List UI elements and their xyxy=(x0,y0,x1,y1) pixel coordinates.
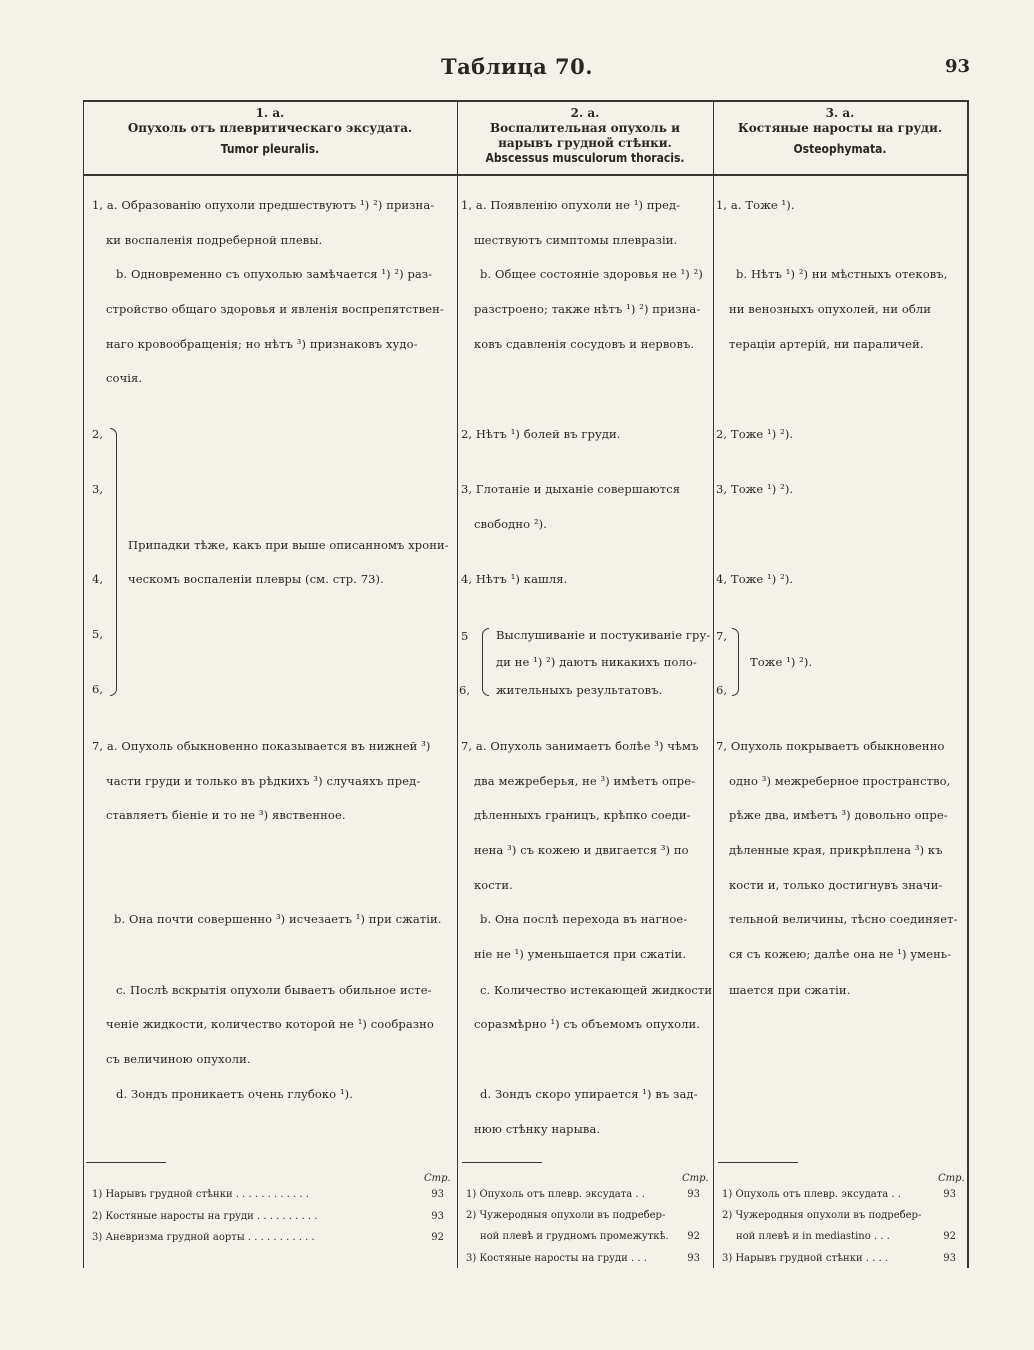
header-number: 2. a. xyxy=(570,106,600,120)
row-number: 6, xyxy=(459,683,471,697)
col3-brace-text: Тоже ¹) ²). xyxy=(750,655,813,669)
page-number: 93 xyxy=(944,56,970,77)
row-number: 5, xyxy=(92,627,104,641)
row-number: 6, xyxy=(92,682,104,696)
col3-line: тельной величины, тѣсно соединяет- xyxy=(729,912,958,926)
footnote-page-header: Стр. xyxy=(424,1173,451,1184)
grouping-brace xyxy=(110,428,117,696)
footnote: 1) Опухоль отъ плевр. эксудата . . xyxy=(722,1189,901,1200)
col3-line: дѣленные края, прикрѣплена ³) къ xyxy=(729,843,943,857)
col1-line: стройство общаго здоровья и явленія воспрепятствен- xyxy=(106,302,444,316)
column-divider xyxy=(83,100,84,1268)
row-number: 5 xyxy=(461,629,469,643)
col1-line: наго кровообращенія; но нѣтъ ³) признаковъ худо- xyxy=(106,337,418,351)
col1-line: d. Зондъ проникаетъ очень глубоко ¹). xyxy=(116,1087,354,1101)
col1-line: c. Послѣ вскрытія опухоли бываетъ обильное исте- xyxy=(116,983,432,997)
footnote-page: 92 xyxy=(943,1231,956,1242)
col2-line: 1, a. Появленію опухоли не ¹) пред- xyxy=(461,198,681,212)
footnote: ной плевѣ и in mediastino . . . xyxy=(736,1231,890,1242)
footnote: ной плевѣ и грудномъ промежуткѣ. xyxy=(480,1231,669,1242)
col2-line: c. Количество истекающей жидкости xyxy=(480,983,713,997)
col1-line: b. Одновременно съ опухолью замѣчается ¹) ²) раз- xyxy=(116,267,433,281)
column-divider xyxy=(713,100,714,1268)
col2-line: нена ³) съ кожею и двигается ³) по xyxy=(474,843,689,857)
col2-line: 3, Глотаніе и дыханіе совершаются xyxy=(461,482,681,496)
col3-line: 4, Тоже ¹) ²). xyxy=(716,572,794,586)
grouping-brace xyxy=(482,628,489,696)
footnote-page: 93 xyxy=(687,1189,700,1200)
footnote: 2) Чужеродныя опухоли въ подребер- xyxy=(722,1210,922,1221)
page-title: Таблица 70. xyxy=(440,54,594,79)
col1-line: b. Она почти совершенно ³) исчезаетъ ¹) при сжатіи. xyxy=(114,912,442,926)
footnote-page: 93 xyxy=(431,1211,444,1222)
row-number: 4, xyxy=(92,572,104,586)
column-header-3 xyxy=(718,106,962,157)
footnote-page: 93 xyxy=(943,1253,956,1264)
col1-line: 7, a. Опухоль обыкновенно показывается въ нижней ³) xyxy=(92,739,431,753)
col3-line: кости и, только достигнувъ значи- xyxy=(729,878,943,892)
col2-brace-text: жительныхъ результатовъ. xyxy=(496,683,663,697)
row-number: 7, xyxy=(716,629,728,643)
grouping-brace xyxy=(732,628,739,696)
col2-line: b. Она послѣ перехода въ нагное- xyxy=(480,912,688,926)
col2-line: ковъ сдавленія сосудовъ и нервовъ. xyxy=(474,337,695,351)
footnote: 1) Опухоль отъ плевр. эксудата . . xyxy=(466,1189,645,1200)
footnote-page: 93 xyxy=(431,1189,444,1200)
row-number: 3, xyxy=(92,482,104,496)
header-latin: Osteophymata. xyxy=(793,142,887,156)
col3-line: рѣже два, имѣетъ ³) довольно опре- xyxy=(729,808,948,822)
col2-line: кости. xyxy=(474,878,513,892)
col2-line: d. Зондъ скоро упирается ¹) въ зад- xyxy=(480,1087,698,1101)
col3-line: тераціи артерій, ни параличей. xyxy=(729,337,924,351)
col3-line: шается при сжатіи. xyxy=(729,983,851,997)
col2-brace-text: ди не ¹) ²) даютъ никакихъ поло- xyxy=(496,655,697,669)
col2-line: 7, a. Опухоль занимаетъ болѣе ³) чѣмъ xyxy=(461,739,699,753)
header-number: 3. a. xyxy=(825,106,855,120)
header-title: Костяные наросты на груди. xyxy=(737,121,943,135)
column-divider xyxy=(967,100,969,1268)
col1-line: ки воспаленія подреберной плевы. xyxy=(106,233,323,247)
column-header-1 xyxy=(90,106,450,157)
footnote-rule xyxy=(86,1162,166,1163)
footnote: 2) Чужеродныя опухоли въ подребер- xyxy=(466,1210,666,1221)
col2-line: 2, Нѣтъ ¹) болей въ груди. xyxy=(461,427,621,441)
col3-line: 1, a. Тоже ¹). xyxy=(716,198,795,212)
footnote-page: 92 xyxy=(687,1231,700,1242)
col2-line: шествуютъ симптомы плевразіи. xyxy=(474,233,678,247)
header-title: Воспалительная опухоль и нарывъ грудной стѣнки. xyxy=(490,121,680,150)
row-number: 2, xyxy=(92,427,104,441)
col2-line: разстроено; также нѣтъ ¹) ²) призна- xyxy=(474,302,701,316)
footnote: 3) Нарывъ грудной стѣнки . . . . xyxy=(722,1253,889,1264)
footnote-page: 93 xyxy=(687,1253,700,1264)
col2-brace-text: Выслушиваніе и постукиваніе гру- xyxy=(496,628,711,642)
footnote-rule xyxy=(718,1162,798,1163)
footnote: 3) Аневризма грудной аорты . . . . . . . . . . . xyxy=(92,1232,315,1243)
col3-line: 7, Опухоль покрываетъ обыкновенно xyxy=(716,739,945,753)
row-number: 6, xyxy=(716,683,728,697)
col1-line: ставляетъ біеніе и то не ³) явственное. xyxy=(106,808,346,822)
col1-line: части груди и только въ рѣдкихъ ³) случаяхъ пред- xyxy=(106,774,421,788)
footnote-page-header: Стр. xyxy=(682,1173,709,1184)
footnote: 2) Костяные наросты на груди . . . . . . . . . . xyxy=(92,1211,318,1222)
header-latin: Tumor pleuralis. xyxy=(220,142,320,156)
header-number: 1. a. xyxy=(255,106,285,120)
col3-line: ни венозныхъ опухолей, ни обли xyxy=(729,302,932,316)
col1-line: сочія. xyxy=(106,371,143,385)
col2-line: 4, Нѣтъ ¹) кашля. xyxy=(461,572,568,586)
header-rule xyxy=(83,174,968,176)
col2-line: b. Общее состояніе здоровья не ¹) ²) xyxy=(480,267,703,281)
column-divider xyxy=(457,100,458,1268)
col1-line: съ величиною опухоли. xyxy=(106,1052,251,1066)
header-latin: Abscessus musculorum thoracis. xyxy=(485,151,685,165)
col3-line: 2, Тоже ¹) ²). xyxy=(716,427,794,441)
col3-line: b. Нѣтъ ¹) ²) ни мѣстныхъ отековъ, xyxy=(736,267,948,281)
col1-line: ченіе жидкости, количество которой не ¹) сообразно xyxy=(106,1017,434,1031)
col2-line: нюю стѣнку нарыва. xyxy=(474,1122,601,1136)
col1-line: 1, a. Образованію опухоли предшествуютъ ¹) ²) призна- xyxy=(92,198,435,212)
footnote-page: 92 xyxy=(431,1232,444,1243)
col2-line: соразмѣрно ¹) съ объемомъ опухоли. xyxy=(474,1017,701,1031)
col2-line: ніе не ¹) уменьшается при сжатіи. xyxy=(474,947,687,961)
col3-line: ся съ кожею; далѣе она не ¹) умень- xyxy=(729,947,952,961)
footnote-page-header: Стр. xyxy=(938,1173,965,1184)
col1-brace-text: Припадки тѣже, какъ при выше описанномъ хрони- xyxy=(128,538,449,552)
footnote-rule xyxy=(462,1162,542,1163)
col3-line: 3, Тоже ¹) ²). xyxy=(716,482,794,496)
footnote: 3) Костяные наросты на груди . . . xyxy=(466,1253,647,1264)
col2-line: два межреберья, не ³) имѣетъ опре- xyxy=(474,774,696,788)
column-header-2 xyxy=(462,106,708,166)
col1-brace-text: ческомъ воспаленіи плевры (см. стр. 73). xyxy=(128,572,384,586)
header-title: Опухоль отъ плевритическаго эксудата. xyxy=(127,121,413,135)
footnote-page: 93 xyxy=(943,1189,956,1200)
footnote: 1) Нарывъ грудной стѣнки . . . . . . . . . . . . xyxy=(92,1189,309,1200)
col2-line: дѣленныхъ границъ, крѣпко соеди- xyxy=(474,808,691,822)
col3-line: одно ³) межреберное пространство, xyxy=(729,774,951,788)
col2-line: свободно ²). xyxy=(474,517,547,531)
